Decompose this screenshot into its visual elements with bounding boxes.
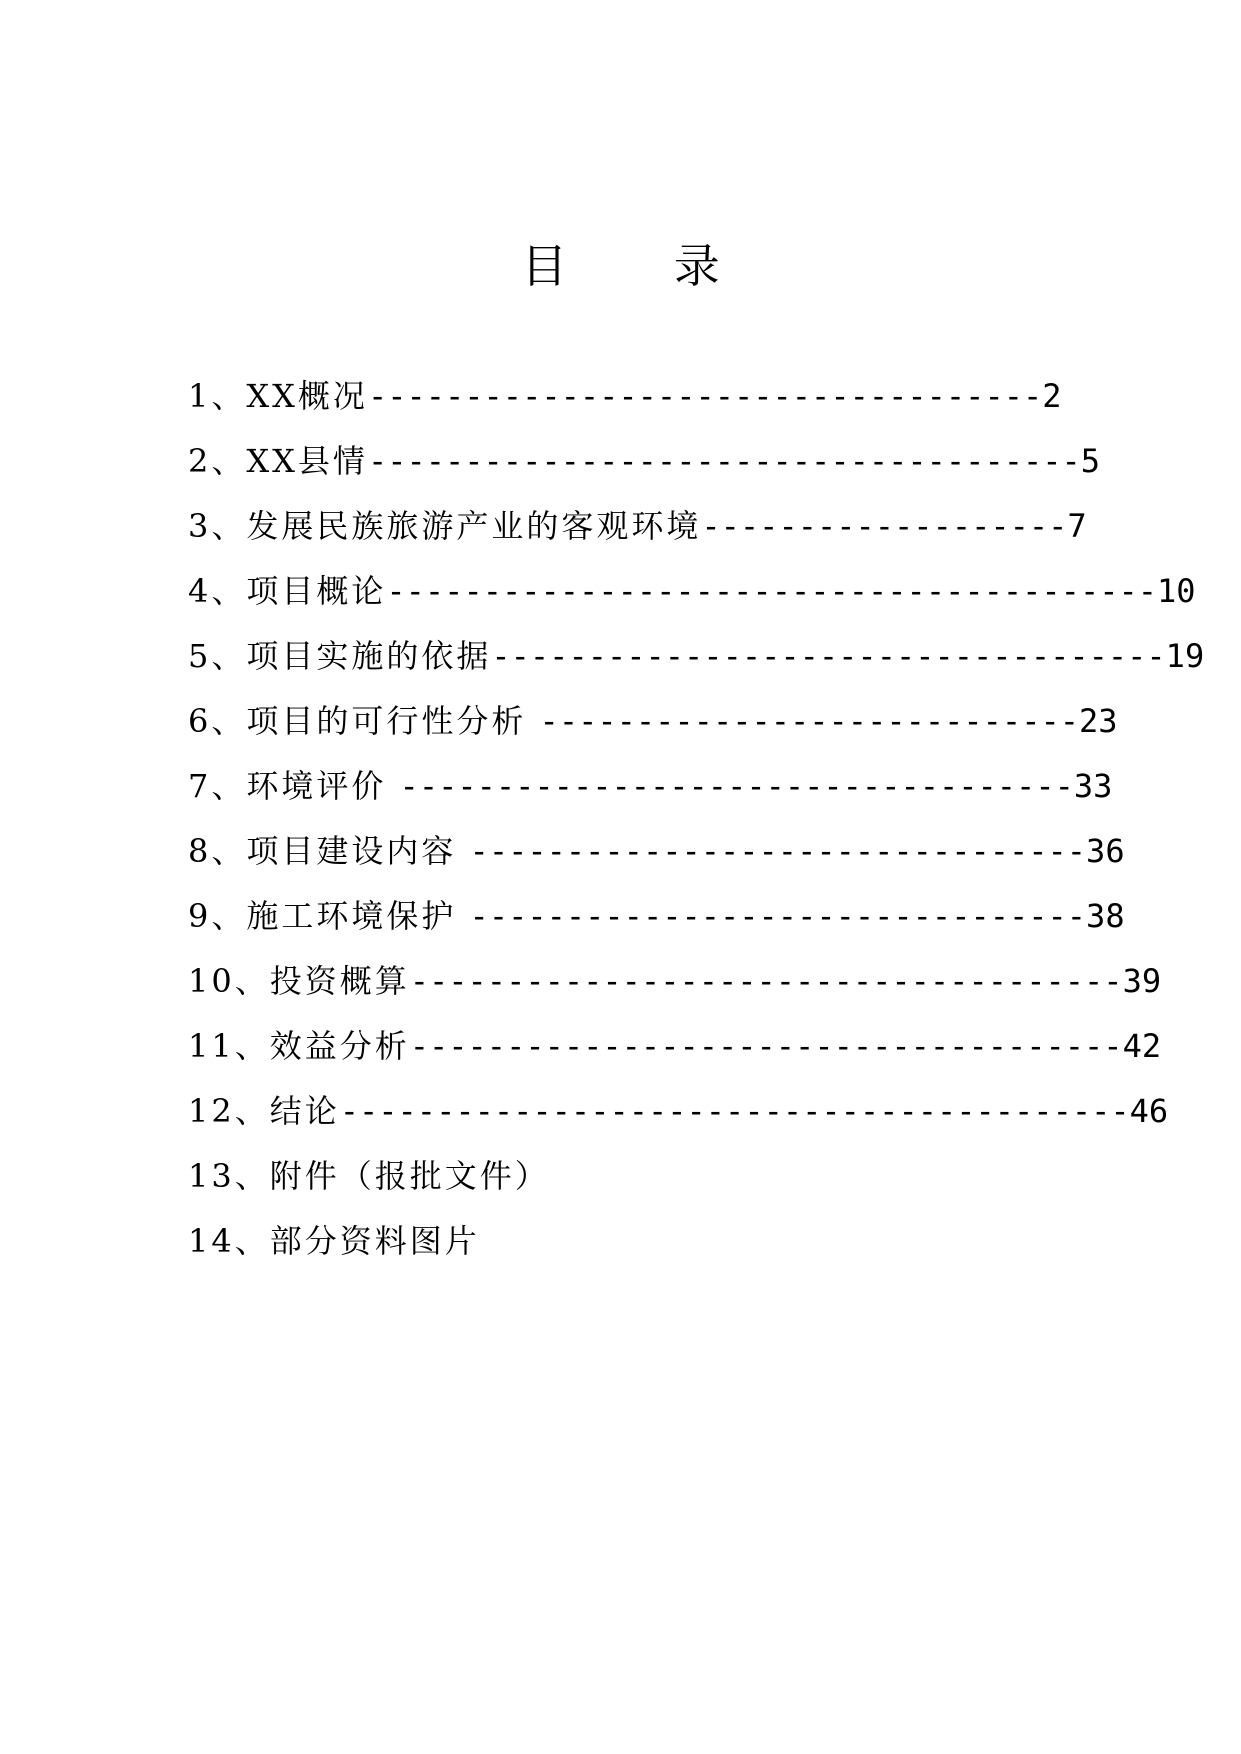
toc-entry[interactable] bbox=[188, 701, 1118, 741]
toc-leader: ---------------------------------------- bbox=[386, 572, 1157, 610]
toc-page-number: 7 bbox=[1067, 507, 1087, 545]
toc-entry-label: 9、施工环境保护 bbox=[188, 897, 470, 935]
toc-entry[interactable] bbox=[188, 636, 1204, 676]
toc-leader: ----------------------------------------- bbox=[339, 1092, 1130, 1130]
toc-leader: ------------------- bbox=[701, 507, 1068, 545]
toc-page-number: 36 bbox=[1086, 832, 1125, 870]
toc-leader: ------------------------------------- bbox=[367, 442, 1081, 480]
toc-page-number: 2 bbox=[1042, 377, 1062, 415]
toc-entry[interactable] bbox=[188, 961, 1161, 1001]
toc-entry[interactable] bbox=[188, 1091, 1168, 1131]
toc-leader: ---------------------------- bbox=[539, 702, 1079, 740]
toc-entry[interactable] bbox=[188, 1156, 550, 1196]
toc-entry-label: 5、项目实施的依据 bbox=[188, 637, 492, 675]
toc-leader: ----------------------------------- bbox=[399, 767, 1074, 805]
toc-entry-label: 8、项目建设内容 bbox=[188, 832, 470, 870]
toc-entry-label: 1、XX概况 bbox=[188, 377, 368, 415]
toc-entry-label: 4、项目概论 bbox=[188, 572, 387, 610]
toc-entry-label: 14、部分资料图片 bbox=[188, 1222, 480, 1260]
toc-entry[interactable] bbox=[188, 766, 1112, 806]
toc-leader: ----------------------------------- bbox=[367, 377, 1043, 415]
toc-entry-label: 10、投资概算 bbox=[188, 962, 410, 1000]
toc-entry[interactable] bbox=[188, 896, 1125, 936]
toc-leader: ------------------------------------- bbox=[409, 962, 1123, 1000]
toc-title: 目 录 bbox=[521, 239, 766, 293]
toc-entry[interactable] bbox=[188, 376, 1062, 416]
toc-entry-label: 2、XX县情 bbox=[188, 442, 368, 480]
toc-page-number: 33 bbox=[1073, 767, 1113, 805]
toc-entry[interactable] bbox=[188, 441, 1100, 481]
toc-page-number: 19 bbox=[1165, 637, 1205, 675]
toc-entry[interactable] bbox=[188, 571, 1196, 611]
toc-leader: ------------------------------------- bbox=[409, 1027, 1123, 1065]
toc-page-number: 38 bbox=[1086, 897, 1125, 935]
toc-page-number: 23 bbox=[1078, 702, 1118, 740]
toc-page-number: 42 bbox=[1122, 1027, 1162, 1065]
toc-page-number: 39 bbox=[1122, 962, 1162, 1000]
toc-entry-label: 7、环境评价 bbox=[188, 767, 400, 805]
toc-entry-label: 3、发展民族旅游产业的客观环境 bbox=[188, 507, 702, 545]
toc-page-number: 10 bbox=[1157, 572, 1196, 610]
toc-leader: -------------------------------- bbox=[469, 832, 1087, 870]
toc-page-number: 5 bbox=[1080, 442, 1101, 480]
toc-entry-label: 6、项目的可行性分析 bbox=[188, 702, 540, 740]
toc-entry[interactable] bbox=[188, 1221, 480, 1261]
toc-entry[interactable] bbox=[188, 1026, 1161, 1066]
toc-entry-label: 11、效益分析 bbox=[188, 1027, 410, 1065]
toc-entry[interactable] bbox=[188, 506, 1087, 546]
toc-entry-label: 12、结论 bbox=[188, 1092, 340, 1130]
toc-entry[interactable] bbox=[188, 831, 1125, 871]
toc-leader: ----------------------------------- bbox=[491, 637, 1166, 675]
toc-page-number: 46 bbox=[1129, 1092, 1169, 1130]
toc-entry-label: 13、附件（报批文件） bbox=[188, 1157, 550, 1195]
toc-leader: -------------------------------- bbox=[469, 897, 1087, 935]
